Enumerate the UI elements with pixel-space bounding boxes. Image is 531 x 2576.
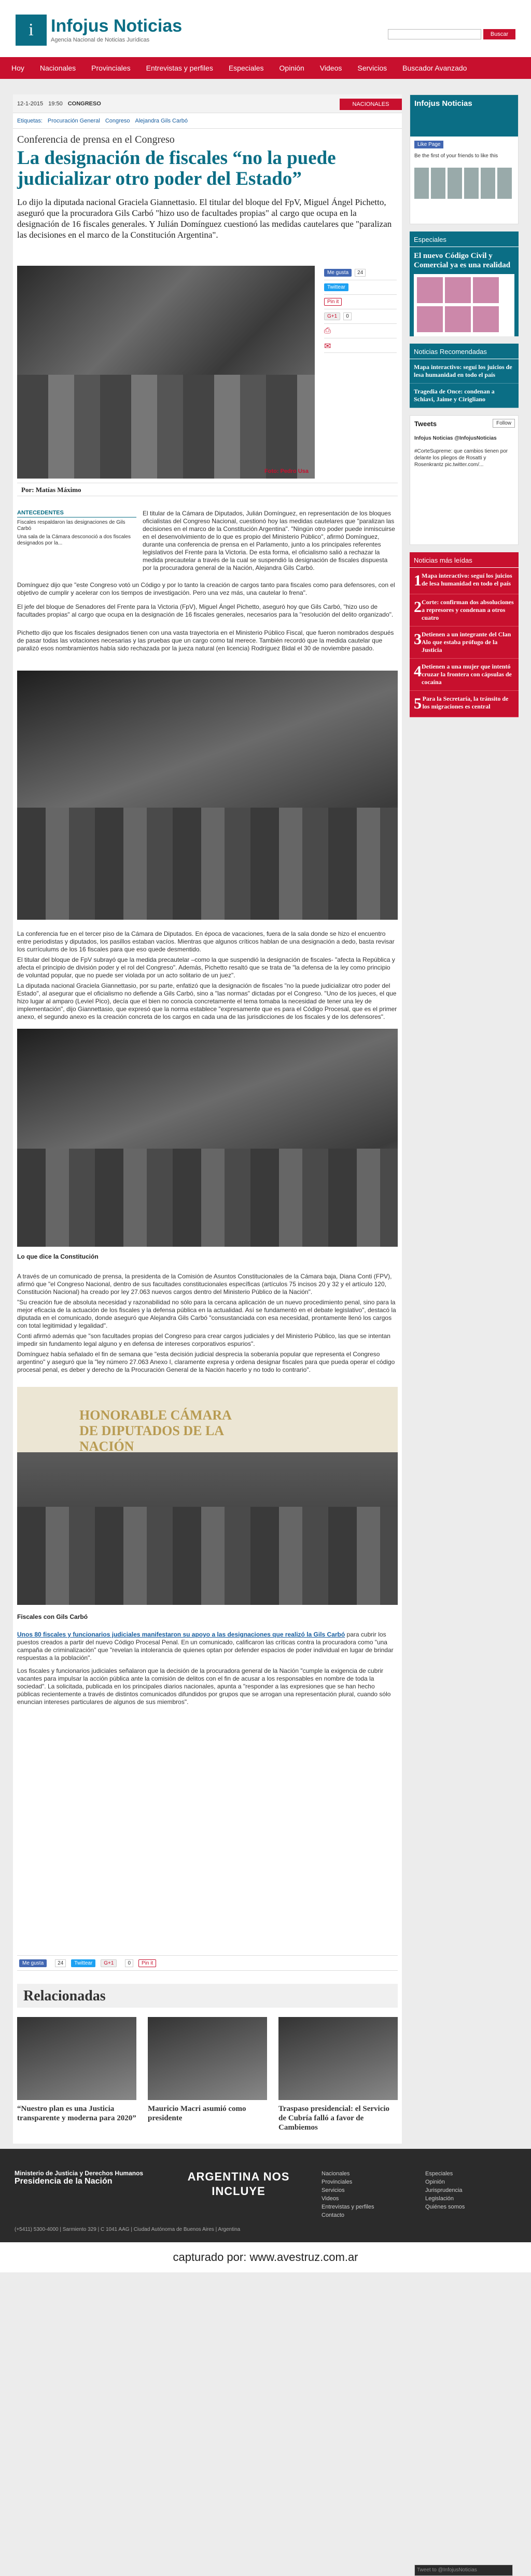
related-photo (278, 2017, 398, 2100)
nav-nacionales[interactable]: Nacionales (39, 64, 76, 72)
footer-ministerio: Ministerio de Justicia y Derechos Humanos (15, 2170, 144, 2177)
footer-links-1 (322, 2170, 374, 2219)
footer-link[interactable]: Nacionales (322, 2171, 350, 2177)
paragraph: El titular de la Cámara de Diputados, Julián Domínguez, en representación de los bloques oficialistas del Congreso Nacional, cuestionó hoy las medidas cautelares que "paralizan las decisiones en el marco de la Constitución Argentina". "Ningún otro poder puede inmiscuirse en el desenvolvimiento de lo que es propio del Ministerio Público", afirmó Domínguez, durante una conferencia de prensa en el Parlamento, junto a los principales referentes legislativos del Frente para la Victoria. De esta forma, el oficialismo salió a rechazar la medida precautelar a través de la cual se suspendió la designación de fiscales dispuesta por la procuradora general de la Nación, Alejandra Gils Carbó. (143, 510, 395, 571)
paragraph: La diputada nacional Graciela Giannettasio, por su parte, enfatizó que la designación de fiscales "no la puede judicializar otro poder del Estado", al asegurar que el oficialismo no defiende a Gils Carbó, sino a "las normas" dictadas por el Congreso. "Uno de los jueces, el que hizo lugar al amparo (Leviel Pico), decía que el bien no conocía concretamente el tema tomaba la necesidad de tener una ley de implementación", dijo Giannettasio, que expresó que la norma establece "expresamente que es para el Código Procesal, que es el primer anexo, el segundo anexo es la creación concreta de los cargos en cada una de las jurisdicciones de los fiscales y de los defensores". (17, 982, 397, 1020)
logo-tagline: Agencia Nacional de Noticias Jurídicas (51, 37, 150, 43)
most-read-head: Noticias más leídas (410, 552, 519, 568)
fiscales-support-link[interactable]: Unos 80 fiscales y funcionarios judiciales manifestaron su apoyo a las designaciones que realizó la Gils Carbó (17, 1631, 345, 1638)
paragraph: Domínguez dijo que "este Congreso votó un Código y por lo tanto la creación de cargos tanto para fiscales como para defensores, con el objetivo de cumplir y acelerar con los tiempos de investigación. Pero una vez más, una cautelar lo frena". (17, 581, 395, 596)
footer-presidencia: Presidencia de la Nación (15, 2177, 113, 2186)
related-card[interactable] (17, 2017, 136, 2123)
related-card[interactable] (148, 2017, 267, 2123)
most-read-item[interactable]: 1 Mapa interactivo: seguí los juicios de lesa humanidad en todo el país (410, 568, 519, 594)
subhead-constitucion: Lo que dice la Constitución (17, 1253, 99, 1260)
recommended-head: Noticias Recomendadas (410, 344, 519, 359)
paragraph: El jefe del bloque de Senadores del Frente para la Victoria (FpV), Miguel Ángel Pichetto, aseguró hoy que Gils Carbó, "hizo uso de facultades propias" al cargo que ocupa en la designación de 16 fiscales generales, necesarios para la "resolución del delito organizado". (17, 603, 394, 618)
related-photo (148, 2017, 267, 2100)
search-input[interactable] (388, 29, 481, 39)
follow-button[interactable]: Follow (493, 419, 515, 428)
tweet-text: #CorteSupreme: que cambios tienen por delante los pliegos de Rosatti y Rosenkrantz pic.twitter.com/... (414, 448, 508, 468)
footer-link[interactable]: Videos (322, 2196, 339, 2202)
tags-label: Etiquetas: (17, 117, 43, 124)
article-author: Por: Matías Máximo (17, 483, 398, 496)
most-read-item[interactable]: 3 Detienen a un integrante del Clan Alo que estaba prófugo de la Justicia (410, 626, 519, 659)
tweet-button[interactable]: Twittear (324, 283, 348, 291)
paragraph: Los fiscales y funcionarios judiciales señalaron que la decisión de la procuradora general de la Nación "cumple la exigencia de cubrir vacantes para impulsar la acción pública ante la comisión de delitos con el fin de acusar a los responsables en nombre de toda la sociedad". La solicitada, publicada en los principales diarios nacionales, apunta a "responder a las expresiones que se han hecho públicas recientemente a través de distintos comunicados difundidos por grupos que se arrogan una representación plural, cuando sólo enuncian intereses particulares de algunos de sus miembros". (17, 1667, 391, 1706)
footer-link[interactable]: Especiales (425, 2171, 453, 2177)
recommended-box (410, 344, 519, 408)
footer-link[interactable]: Jurisprudencia (425, 2187, 463, 2193)
related-card[interactable] (278, 2017, 398, 2132)
gplus-button[interactable]: G+1 (324, 312, 340, 320)
paragraph (17, 1631, 398, 1662)
paragraph: La conferencia fue en el tercer piso de la Cámara de Diputados. En época de vacaciones, fuera de la sala donde se hizo el encuentro entre periodistas y diputados, los pasillos estaban vacíos. Mientras que algunos críticos hablan de una designación a dedo, basta revisar los currículums de los 16 fiscales para que eso quede desmentido. (17, 930, 395, 953)
related-photo (17, 2017, 136, 2100)
nav-entrevistas[interactable]: Entrevistas y perfiles (146, 64, 213, 72)
nav-especiales[interactable]: Especiales (228, 64, 264, 72)
most-read-box (410, 552, 519, 717)
related-headline: “Nuestro plan es una Justicia transparente y moderna para 2020” (17, 2105, 136, 2122)
footer-argentina-logo: ARGENTINA NOS INCLUYE (187, 2170, 290, 2198)
especiales-banner[interactable] (414, 274, 514, 336)
share-column (324, 266, 397, 353)
paragraph: Domínguez había señalado el fin de semana que "esta decisión judicial desprecia la soberanía popular que representa el Congreso argentino" y aseguró que la "ley número 27.063 Anexo I, claramente expresa y ordena designar fiscales para que pueda operar el código procesal penal, es deber y derecho de la Procuración General de la Nación hacerlo y no todo lo contrario". (17, 1351, 395, 1373)
tag-procuracion[interactable]: Procuración General (47, 117, 100, 124)
header (0, 0, 531, 57)
nav-servicios[interactable]: Servicios (357, 64, 387, 72)
gplus-count: 0 (343, 312, 352, 320)
pin-button-bottom[interactable]: Pin it (138, 1959, 156, 1967)
fb-widget-text: Be the first of your friends to like this (414, 153, 498, 159)
email-icon[interactable]: ✉ (324, 342, 331, 351)
footer-link[interactable]: Opinión (425, 2179, 445, 2185)
article-kicker: Conferencia de prensa en el Congreso (17, 134, 175, 145)
article-column (13, 94, 402, 2144)
antecedente-link[interactable]: Una sala de la Cámara desconoció a dos fiscales designados por la... (17, 534, 131, 546)
article-title: La designación de fiscales “no la puede judicializar otro poder del Estado” (17, 147, 336, 189)
especiales-title[interactable]: El nuevo Código Civil y Comercial ya es una realidad (414, 252, 511, 269)
antecedente-link[interactable]: Fiscales respaldaron las designaciones de Gils Carbó (17, 520, 125, 531)
footer-address: (+5411) 5300-4000 | Sarmiento 329 | C 1041 AAG | Ciudad Autónoma de Buenos Aires | Argentina (15, 2227, 241, 2232)
most-read-item[interactable]: 2 Corte: confirman dos absoluciones a represores y condenan a otros cuatro (410, 594, 519, 626)
logo-mark-icon: i (16, 15, 47, 46)
especiales-box (410, 231, 519, 336)
footer-link[interactable]: Entrevistas y perfiles (322, 2204, 374, 2210)
footer-link[interactable]: Legislación (425, 2196, 454, 2202)
paragraph: Conti afirmó además que "son facultades propias del Congreso para crear cargos judiciales y del Ministerio Público, las que se intentan impedir sin fundamento legal alguno y en defensa de intereses corporativos espurios". (17, 1332, 390, 1347)
subhead-fiscales: Fiscales con Gils Carbó (17, 1613, 88, 1620)
fb-like-button[interactable]: Me gusta (324, 269, 352, 277)
article-date: 12-1-2015 (17, 100, 44, 107)
search-box (388, 29, 515, 39)
photo-credit: Foto: Pedro Usa (264, 468, 309, 474)
tweet-user[interactable]: Infojus Noticias @InfojusNoticias (414, 435, 497, 441)
fb-like-page-button[interactable]: Like Page (414, 141, 443, 148)
fb-faces (414, 168, 513, 199)
fb-like-count: 24 (355, 269, 366, 277)
main-nav (0, 57, 531, 79)
paragraph: Pichetto dijo que los fiscales designados tienen con una vasta trayectoria en el Ministerio Público Fiscal, que fueron nombrados después de pasar todas las votaciones necesarias y las pruebas que un cargo como tal merece. También recordó que la medida cautelar que paralizó esos nombramientos había sido rechazada por la jueza natural (en licencia) Rodríguez Bidal el 30 de noviembre pasado. (17, 629, 394, 652)
footer-link[interactable]: Quiénes somos (425, 2204, 465, 2210)
chamber-wall-sign: HONORABLE CÁMARA DE DIPUTADOS DE LA NACIÓN (79, 1408, 231, 1454)
most-read-item[interactable]: 4 Detienen a una mujer que intentó cruzar la frontera con cápsulas de cocaína (410, 659, 519, 691)
nav-hoy[interactable]: Hoy (11, 64, 24, 72)
article-photo-3 (17, 1387, 398, 1605)
footer-links-2 (425, 2170, 465, 2211)
tweet-to-input[interactable]: Tweet to @InfojusNoticias (414, 2565, 513, 2576)
print-icon[interactable]: ⎙ (324, 326, 331, 335)
tweet-button-bottom[interactable]: Twittear (71, 1959, 95, 1967)
nav-buscador[interactable]: Buscador Avanzado (402, 64, 467, 72)
fb-page-name[interactable]: Infojus Noticias (410, 95, 518, 137)
recommended-item[interactable]: Mapa interactivo: seguí los juicios de lesa humanidad en todo el país (410, 359, 519, 384)
tag-gils-carbo[interactable]: Alejandra Gils Carbó (135, 117, 188, 124)
antecedentes-title: ANTECEDENTES (17, 510, 136, 517)
paragraph-rest: para cubrir los puestos creados a partir del nuevo Código Procesal Penal. En un comunicado, calificaron las críticas contra la procuradora como "una campaña de criminalización" que "revelan la intolerancia de quienes optan por defender espacios de poder individual en lugar de brindar respuestas a la población". (17, 1631, 394, 1661)
hero-photo-people (17, 375, 315, 479)
most-read-item[interactable]: 5 Para la Secretaría, la tránsito de los migraciones es central (410, 691, 519, 717)
article-section: CONGRESO (67, 100, 101, 107)
footer-link[interactable]: Servicios (322, 2187, 345, 2193)
gplus-count-bottom: 0 (125, 1959, 133, 1967)
gplus-button-bottom[interactable]: G+1 (101, 1959, 117, 1967)
article-lead: Lo dijo la diputada nacional Graciela Giannettasio. El titular del bloque del FpV, Miguel Ángel Pichetto, aseguró que la procuradora Gils Carbó "hizo uso de facultades propias" al cargo que ocupa en la designación de 16 fiscales generales. Y Julián Domínguez cuestionó las medidas cautelares que "paralizan las decisiones en el marco de la Constitución Argentina". (17, 197, 392, 240)
article-photo-2 (17, 1029, 398, 1247)
especiales-head: Especiales (410, 231, 519, 247)
fb-like-button-bottom[interactable]: Me gusta (19, 1959, 47, 1967)
fb-like-count-bottom: 24 (55, 1959, 66, 1967)
article-time: 19:50 (48, 100, 63, 107)
nav-videos[interactable]: Videos (319, 64, 342, 72)
recommended-item[interactable]: Tragedia de Once: condenan a Schiavi, Jaime y Cirigliano (410, 384, 519, 408)
footer-link[interactable]: Provinciales (322, 2179, 353, 2185)
logo-title: Infojus Noticias (51, 16, 183, 36)
hero-photo (17, 266, 315, 479)
pin-button[interactable]: Pin it (324, 298, 342, 306)
search-button[interactable]: Buscar (483, 29, 515, 39)
paragraph: El titular del bloque de FpV subrayó que la medida precautelar –como la que suspendió la designación de fiscales- "afecta la República y afecta el principio de división poder y el rol del Congreso". Además, Pichetto resaltó que se trata de "la defensa de la ley como principio de voluntad popular, que no puede ser violada por un acto solitario de un juez". (17, 956, 395, 979)
paragraph: "Su creación fue de absoluta necesidad y razonabilidad no sólo para la cercana aplicación de un nuevo procedimiento penal, sino para la mejor eficacia de la actuación de los fiscales y la defensa pública en la actualidad. Así se fundamentó en el debate legislativo", destacó la diputada en el comunicado, donde aseguró que Alejandra Gils Carbó "consustanciada con esa necesidad, prontamente llenó los cargos con total legitimidad y legalidad". (17, 1299, 396, 1329)
tags-bar (13, 113, 402, 129)
related-headline: Traspaso presidencial: el Servicio de Cubría falló a favor de Cambiemos (278, 2105, 390, 2132)
article-photo-1 (17, 671, 398, 920)
tag-congreso[interactable]: Congreso (105, 117, 130, 124)
share-bar-bottom (17, 1955, 398, 1971)
footer (0, 2149, 531, 2242)
facebook-widget (410, 94, 519, 224)
footer-link[interactable]: Contacto (322, 2212, 345, 2218)
related-headline: Mauricio Macri asumió como presidente (148, 2105, 246, 2122)
related-title: Relacionadas (17, 1984, 398, 2008)
tweets-head: Tweets (414, 420, 437, 428)
paragraph: A través de un comunicado de prensa, la presidenta de la Comisión de Asuntos Constitucionales de la Cámara baja, Diana Conti (FPV), afirmó que "el Congreso Nacional, dentro de sus facultades constitucionales específicas (artículos 75 incisos 20 y 32 y el artículo 120, Constitución Nacional) ha creado por ley 27.063 nuevos cargos dentro del Ministerio Público de la Nación". (17, 1273, 392, 1296)
site-logo[interactable] (16, 15, 182, 46)
antecedentes-box (17, 510, 136, 549)
capture-credit: capturado por: www.avestruz.com.ar (0, 2242, 531, 2272)
section-badge[interactable]: NACIONALES (340, 99, 402, 110)
nav-opinion[interactable]: Opinión (279, 64, 304, 72)
nav-provinciales[interactable]: Provinciales (91, 64, 131, 72)
